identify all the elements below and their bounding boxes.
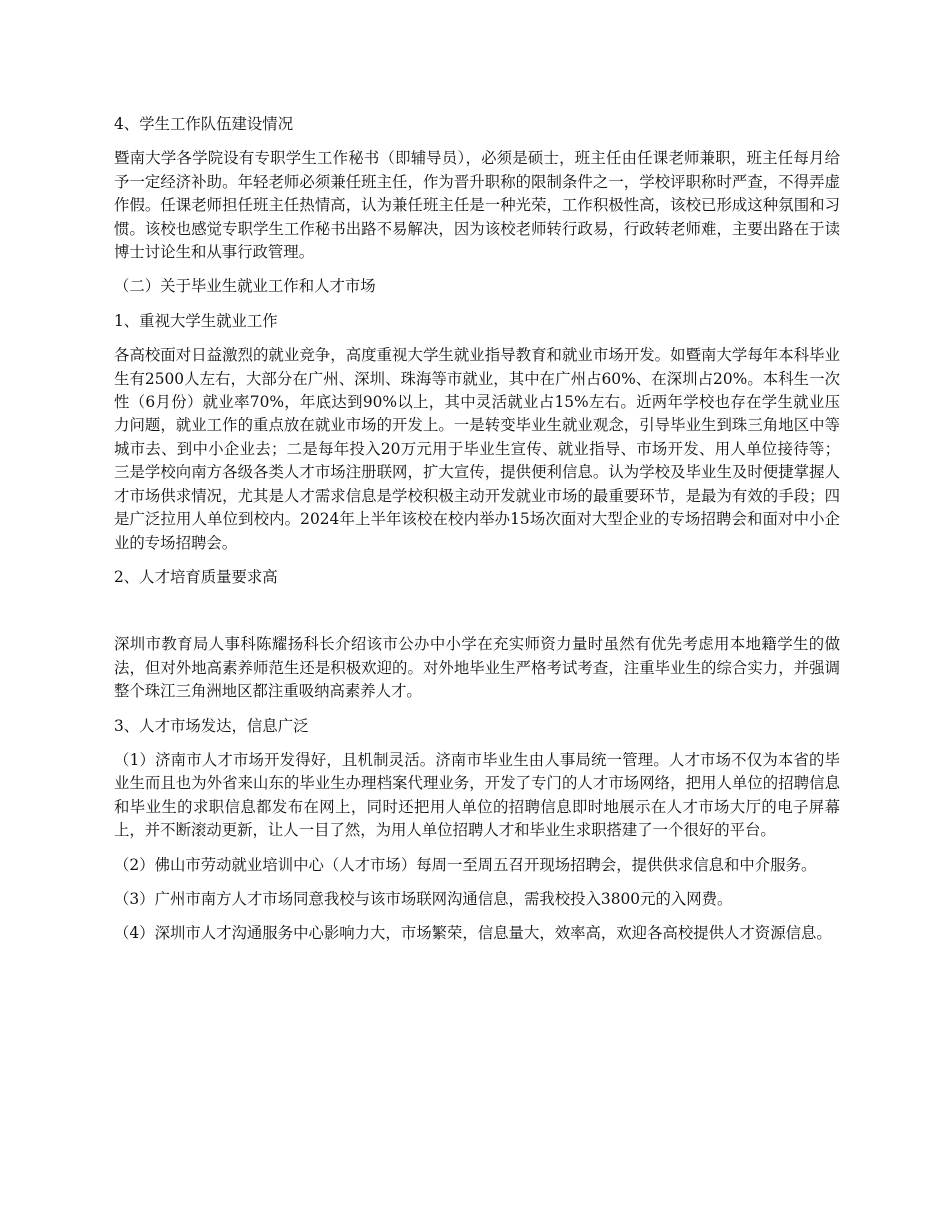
section-heading-team-building: 4、学生工作队伍建设情况 xyxy=(114,115,294,133)
paragraph-shenzhen-education: 深圳市教育局人事科陈耀扬科长介绍该市公办中小学在充实师资力量时虽然有优先考虑用本地籍学生的做法，但对外地高素养师范生还是积极欢迎的。对外地毕业生严格考试考查，注重毕业生的综合实力，并强调整个珠江三角洲地区都注重吸纳高素养人才。 xyxy=(114,635,840,701)
paragraph-counselors: 暨南大学各学院设有专职学生工作秘书（即辅导员），必须是硕士，班主任由任课老师兼职，班主任每月给予一定经济补助。年轻老师必须兼任班主任，作为晋升职称的限制条件之一，学校评职称时严查，不得弄虚作假。任课老师担任班主任热情高，认为兼任班主任是一种光荣，工作积极性高，该校已形成这种氛围和习惯。该校也感觉专职学生工作秘书出路不易解决，因为该校老师转行政易，行政转老师难，主要出路在于读博士讨论生和从事行政管理。 xyxy=(114,149,840,262)
document-page xyxy=(114,113,840,957)
paragraph-guangzhou-market: （3）广州市南方人才市场同意我校与该市场联网沟通信息，需我校投入3800元的入网费。 xyxy=(114,889,733,908)
section-heading-employment-work: 1、重视大学生就业工作 xyxy=(114,311,278,330)
paragraph-foshan-market: （2）佛山市劳动就业培训中心（人才市场）每周一至周五召开现场招聘会，提供供求信息和中介服务。 xyxy=(114,855,817,874)
paragraph-shenzhen-market: （4）深圳市人才沟通服务中心影响力大，市场繁荣，信息量大，效率高，欢迎各高校提供人才资源信息。 xyxy=(114,924,832,943)
paragraph-employment-work: 各高校面对日益激烈的就业竞争，高度重视大学生就业指导教育和就业市场开发。如暨南大学每年本科毕业生有2500人左右，大部分在广州、深圳、珠海等市就业，其中在广州占60%、在深圳占20%。本科生一次性（6月份）就业率70%，年底达到90%以上，其中灵活就业占15%左右。近两年学校也存在学生就业压力问题，就业工作的重点放在就业市场的开发上。一是转变毕业生就业观念，引导毕业生到珠三角地区中等城市去、到中小企业去；二是每年投入20万元用于毕业生宣传、就业指导、市场开发、用人单位接待等；三是学校向南方各级各类人才市场注册联网，扩大宣传，提供便利信息。认为学校及毕业生及时便捷掌握人才市场供求情况，尤其是人才需求信息是学校积极主动开发就业市场的最重要环节，是最为有效的手段；四是广泛拉用人单位到校内。2024年上半年该校在校内举办15场次面对大型企业的专场招聘会和面对中小企业的专场招聘会。 xyxy=(114,346,840,552)
section-heading-talent-market: 3、人才市场发达，信息广泛 xyxy=(114,716,309,735)
section-heading-employment-market: （二）关于毕业生就业工作和人才市场 xyxy=(114,277,376,296)
blank-gap xyxy=(114,600,840,633)
section-heading-talent-quality: 2、人才培育质量要求高 xyxy=(114,567,278,586)
paragraph-jinan-market: （1）济南市人才市场开发得好，且机制灵活。济南市毕业生由人事局统一管理。人才市场不仅为本省的毕业生而且也为外省来山东的毕业生办理档案代理业务，开发了专门的人才市场网络，把用人单位的招聘信息和毕业生的求职信息都发布在网上，同时还把用人单位的招聘信息即时地展示在人才市场大厅的电子屏幕上，并不断滚动更新，让人一目了然，为用人单位招聘人才和毕业生求职搭建了一个很好的平台。 xyxy=(114,750,840,840)
